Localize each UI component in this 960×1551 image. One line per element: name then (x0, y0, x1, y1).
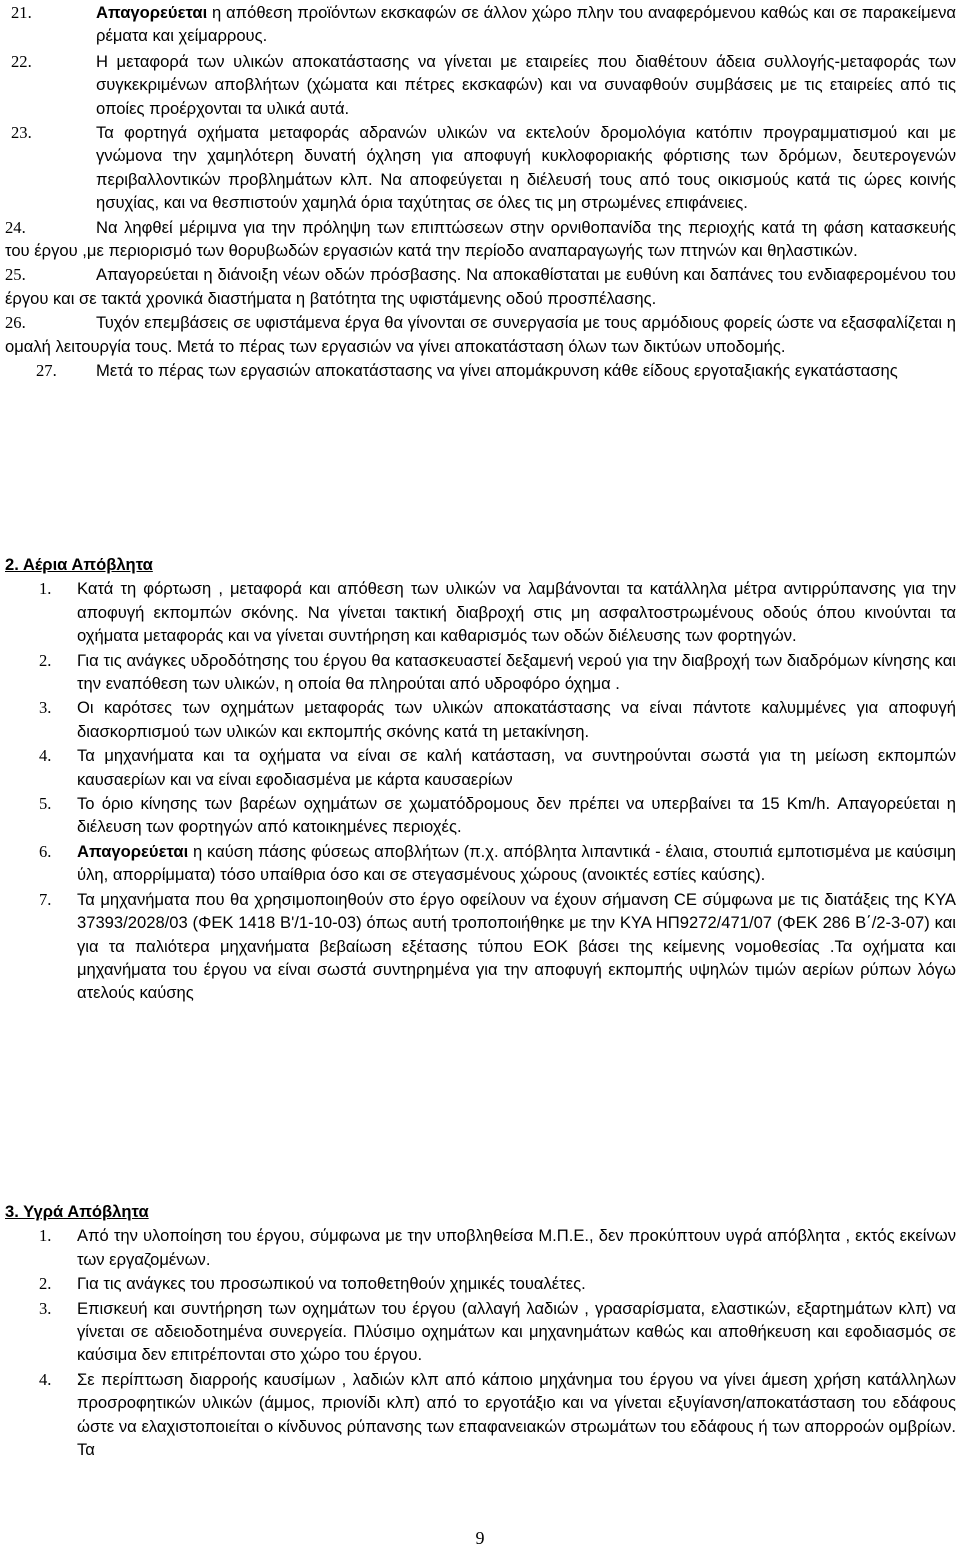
list-item (39, 577, 956, 647)
list-item (39, 1297, 956, 1367)
section-heading: 2. Αέρια Απόβλητα (5, 555, 153, 574)
item-text: Τα φορτηγά οχήματα μεταφοράς αδρανών υλικών να εκτελούν δρομολόγια κατόπιν προγραμματισμού και με γνώμονα την χαμηλότερη δυνατή όχληση για αποφυγή κυκλοφοριακής φόρτισης των δρόμων, δευτερογενών περιβαλλοντικών προβλημάτων κλπ. Να αποφεύγεται η διέλευσή τους από τους οικισμούς κατά τις ώρες κοινής ησυχίας, και να θεσπιστούν χαμηλά όρια ταχύτητας σε όλες τις μη στρωμένες επιφάνειες. (96, 123, 956, 213)
item-number: 2. (39, 650, 52, 670)
item-bold: Απαγορεύεται (77, 841, 189, 861)
item-number: 22. (11, 51, 32, 71)
item-number: 27. (36, 361, 57, 381)
item-text: Επισκευή και συντήρηση των οχημάτων του έργου (αλλαγή λαδιών , γρασαρίσματα, ελαστικών, εξαρτημάτων κλπ) να γίνεται σε αδειοδοτημένα συνεργεία. Πλύσιμο οχημάτων και μηχανημάτων καθώς και αποθήκευση και εφοδιασμός σε καύσιμα δεν επιτρέπονται στο χώρο του έργου. (77, 1298, 956, 1365)
item-text: η καύση πάσης φύσεως αποβλήτων (π.χ. απόβλητα λιπαντικά - έλαια, στουπιά εμποτισμένα με καύσιμη ύλη, απορρίμματα) τόσο υπαίθρια όσο και σε στεγασμένους χώρους (ανοικτές εστίες καύσης). (77, 841, 956, 885)
list-item (39, 840, 956, 887)
list-item (39, 649, 956, 696)
item-bold: Απαγορεύεται (96, 3, 208, 22)
item-number: 26. (5, 313, 26, 333)
item-text: η απόθεση προϊόντων εκσκαφών σε άλλον χώρο πλην του αναφερόμενου καθώς και σε παρακείμενα ρέματα και χείμαρρους. (96, 3, 956, 46)
item-number: 21. (11, 3, 32, 22)
item-number: 4. (39, 746, 52, 766)
item-number: 24. (5, 217, 26, 237)
list-item (39, 1272, 956, 1295)
section-1 (0, 1, 960, 383)
item-text: Από την υλοποίηση του έργου, σύμφωνα με την υποβληθείσα Μ.Π.Ε., δεν προκύπτουν υγρά απόβλητα , εκτός εκείνων των εργαζομένων. (77, 1226, 956, 1269)
item-number: 23. (11, 123, 32, 143)
item-text: Απαγορεύεται η διάνοιξη νέων οδών πρόσβασης. Να αποκαθίσταται με ευθύνη και δαπάνες του ενδιαφερομένου του έργου και σε τακτά χρονικά διαστήματα η βατότητα της υφιστάμενης οδού προσπέλασης. (5, 265, 956, 308)
list-item-23 (11, 121, 956, 215)
item-number: 1. (39, 579, 52, 599)
list-item (39, 792, 956, 839)
item-text: Τυχόν επεμβάσεις σε υφιστάμενα έργα θα γίνονται σε συνεργασία με τους αρμόδιους φορείς ώστε να εξασφαλίζεται η ομαλή λειτουργία τους. Μετά το πέρας των εργασιών να γίνει αποκατάσταση όλων των δικτύων υποδομής. (5, 313, 956, 356)
item-number: 25. (5, 265, 26, 285)
list-item-27 (36, 359, 956, 382)
item-text: Μετά το πέρας των εργασιών αποκατάστασης να γίνει απομάκρυνση κάθε είδους εργοταξιακής εγκατάστασης (96, 361, 898, 381)
list-item-22 (11, 50, 956, 120)
item-text: Κατά τη φόρτωση , μεταφορά και απόθεση των υλικών να λαμβάνονται τα κατάλληλα μέτρα αντιρρύπανσης για την αποφυγή εκπομπών σκόνης. Να γίνεται τακτική διαβροχή στις μη ασφαλτοστρωμένους οδούς όπου κινούνται τα οχήματα μεταφοράς και να γίνεται συντήρηση και καθαρισμός των οδών διέλευσης των φορτηγών. (77, 579, 956, 646)
item-number: 3. (39, 1298, 52, 1318)
item-text: Να ληφθεί μέριμνα για την πρόληψη των επιπτώσεων στην ορνιθοπανίδα της περιοχής κατά τη φάση κατασκευής του έργου ,με περιορισμό των θορυβωδών εργασιών κατά την περίοδο αναπαραγωγής των πτηνών και θηλαστικών. (5, 217, 956, 261)
item-number: 4. (39, 1369, 52, 1389)
section-heading: 3. Υγρά Απόβλητα (5, 1202, 149, 1221)
list-item-26 (5, 311, 956, 358)
item-text: Το όριο κίνησης των βαρέων οχημάτων σε χωματόδρομους δεν πρέπει να υπερβαίνει τα 15 Km/h. Απαγορεύεται η διέλευση των φορτηγών από κατοικημένες περιοχές. (77, 794, 956, 837)
item-text: Για τις ανάγκες υδροδότησης του έργου θα κατασκευαστεί δεξαμενή νερού για την διαβροχή των διαδρόμων κίνησης και την εναπόθεση των υλικών, η οποία θα πληρούται από υδροφόρο όχημα . (77, 650, 956, 694)
item-text: Τα μηχανήματα που θα χρησιμοποιηθούν στο έργο οφείλουν να έχουν σήμανση CE σύμφωνα με τις διατάξεις της ΚΥΑ 37393/2028/03 (ΦΕΚ 1418 Β'/1-10-03) όπως αυτή τροποποιήθηκε με την ΚΥΑ ΗΠ9272/471/07 (ΦΕΚ 286 Β΄/2-3-07) και για τα παλιότερα μηχανήματα βεβαίωση εξέτασης τύπου ΕΟΚ βάσει της κείμενης νομοθεσίας .Τα οχήματα και μηχανήματα του έργου να είναι σωστά συντηρημένα για την αποφυγή εκπομπής υψηλών τιμών αερίων ρύπων λόγω ατελούς καύσης (77, 889, 956, 1003)
section-2 (0, 553, 960, 1005)
list-item-25 (5, 263, 956, 310)
list-item (39, 744, 956, 791)
list-item (39, 888, 956, 1005)
item-number: 5. (39, 794, 52, 814)
list-item (39, 696, 956, 743)
item-number: 1. (39, 1226, 52, 1246)
item-number: 6. (39, 841, 52, 861)
item-text: Για τις ανάγκες του προσωπικού να τοποθετηθούν χημικές τουαλέτες. (77, 1274, 586, 1294)
list-item-24 (5, 216, 956, 263)
list-item-21 (11, 1, 956, 48)
item-text: Σε περίπτωση διαρροής καυσίμων , λαδιών κλπ από κάποιο μηχάνημα του έργου να γίνει άμεση χρήση κατάλληλων προσροφητικών υλικών (άμμος, πριονίδι κλπ) από το εργοτάξιο και να γίνεται εξυγίανση/αποκατάσταση του εδάφους ώστε να ελαχιστοποιείται ο κίνδυνος ρύπανσης των επαφανειακών στρωμάτων του εδάφους ή των απορροών ομβρίων. Τα (77, 1369, 956, 1460)
list-item (39, 1368, 956, 1462)
item-text: Η μεταφορά των υλικών αποκατάστασης να γίνεται με εταιρείες που διαθέτουν άδεια συλλογής-μεταφοράς των συγκεκριμένων αποβλήτων (χώματα και πέτρες εκσκαφών) και να συναφθούν συμβάσεις με τις εταιρείες από τις οποίες προέρχονται τα υλικά αυτά. (96, 51, 956, 118)
item-text: Τα μηχανήματα και τα οχήματα να είναι σε καλή κατάσταση, να συντηρούνται σωστά για τη μείωση εκπομπών καυσαερίων και να είναι εφοδιασμένα με κάρτα καυσαερίων (77, 746, 956, 789)
item-number: 7. (39, 889, 52, 909)
item-number: 3. (39, 698, 52, 718)
section-3 (0, 1200, 960, 1461)
page-number: 9 (475, 1528, 485, 1548)
list-item (39, 1224, 956, 1271)
item-text: Οι καρότσες των οχημάτων μεταφοράς των υλικών αποκατάστασης να είναι πάντοτε καλυμμένες για αποφυγή διασκορπισμού των υλικών και εκπομπής σκόνης κατά τη μετακίνηση. (77, 698, 956, 741)
item-number: 2. (39, 1274, 52, 1294)
